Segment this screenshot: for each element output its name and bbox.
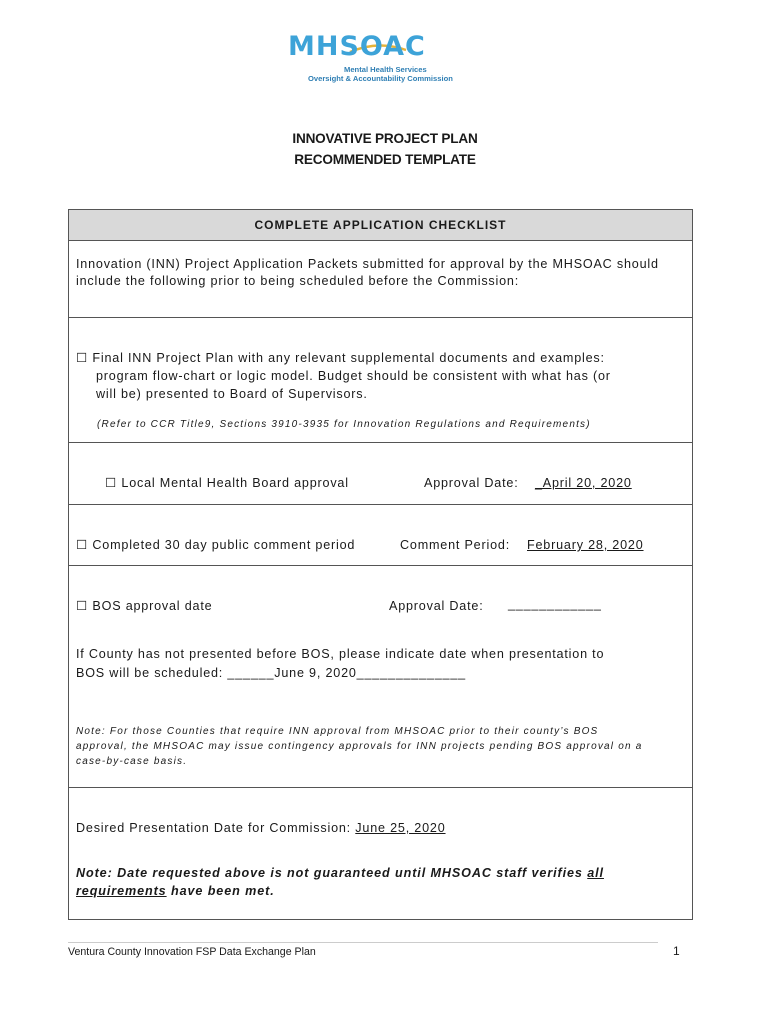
presentation-note-line1 [76,865,604,882]
bos-note-line1: Note: For those Counties that require INN approval from MHSOAC prior to their county’s BOS [76,726,599,737]
logo-line2: Oversight & Accountability Commission [308,74,453,83]
mhb-checkbox[interactable]: ☐ [105,476,118,490]
page-title-line2: RECOMMENDED TEMPLATE [294,152,476,167]
public-comment-row [76,537,355,554]
presentation-date: June 25, 2020 [355,821,446,835]
checklist-header: COMPLETE APPLICATION CHECKLIST [69,210,692,241]
final-plan-line2: program flow-chart or logic model. Budget should be consistent with what has (or [96,369,611,383]
page-title-line1: INNOVATIVE PROJECT PLAN [292,131,478,146]
regulations-reference: (Refer to CCR Title9, Sections 3910-3935 for Innovation Regulations and Requirements) [97,419,591,430]
bos-scheduled-value: ______June 9, 2020______________ [227,666,466,680]
mhb-date-label: Approval Date: [424,476,519,490]
bos-scheduled-line1: If County has not presented before BOS, please indicate date when presentation to [76,647,605,661]
bos-date-value: ____________ [508,597,602,611]
intro-line1: Innovation (INN) Project Application Packets submitted for approval by the MHSOAC should [76,257,659,271]
presentation-row [76,820,446,837]
bos-note-line2: approval, the MHSOAC may issue contingency approvals for INN projects pending BOS approval on a [76,741,643,752]
mhsoac-logo [288,31,453,88]
bos-note-line3: case-by-case basis. [76,756,188,767]
final-plan-line3: will be) presented to Board of Supervisors. [96,387,368,401]
presentation-note-line2 [76,883,275,900]
presentation-label: Desired Presentation Date for Commission: [76,821,351,835]
logo-wordmark: MHSOAC [288,31,426,62]
final-plan-row [76,350,605,367]
mhb-date-value: _April 20, 2020 [535,476,632,490]
mhb-label: Local Mental Health Board approval [121,476,349,490]
logo-line1: Mental Health Services [344,65,427,74]
public-comment-section [69,505,692,566]
page-number: 1 [673,944,680,958]
presentation-note-requirements: requirements [76,884,167,898]
public-comment-checkbox[interactable]: ☐ [76,538,89,552]
mhb-section [69,443,692,505]
bos-checkbox[interactable]: ☐ [76,599,89,613]
footer-text: Ventura County Innovation FSP Data Exchange Plan [68,946,316,958]
bos-date-label: Approval Date: [389,599,484,613]
intro-section [69,241,692,318]
bos-section [69,566,692,788]
presentation-note-all: all [587,866,604,880]
intro-line2: include the following prior to being scheduled before the Commission: [76,274,520,288]
mhb-row [105,475,349,492]
final-plan-line1: Final INN Project Plan with any relevant supplemental documents and examples: [92,351,605,365]
presentation-note-prefix: Note: Date requested above is not guaranteed until MHSOAC staff verifies [76,866,583,880]
footer-divider [68,942,658,943]
public-comment-label: Completed 30 day public comment period [92,538,356,552]
bos-scheduled-prefix: BOS will be scheduled: [76,666,224,680]
comment-period-label: Comment Period: [400,538,510,552]
bos-row [76,598,212,615]
bos-label: BOS approval date [92,599,213,613]
final-plan-checkbox[interactable]: ☐ [76,351,89,365]
application-checklist [68,209,693,920]
presentation-note-suffix: have been met. [171,884,275,898]
final-plan-section [69,318,692,443]
bos-scheduled-line2 [76,665,466,682]
presentation-section [69,788,692,919]
comment-period-value: February 28, 2020 [527,538,644,552]
